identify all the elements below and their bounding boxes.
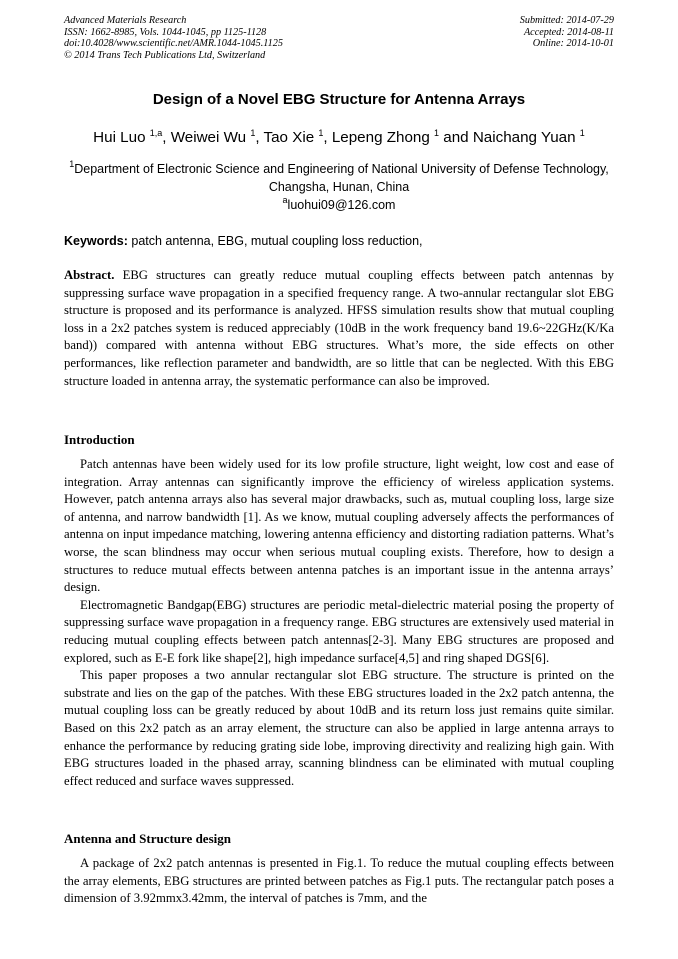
author-list: [0, 129, 678, 146]
email-sup: a: [282, 195, 288, 205]
author-name: Hui Luo: [93, 129, 150, 146]
author-sup: 1: [250, 128, 256, 138]
paragraph: Electromagnetic Bandgap(EBG) structures are periodic metal-dielectric material posing the property of suppressing surface wave propagation in a frequency range. EBG structures are extensively used material in reducing mutual coupling effects between patch antennas[2-3]. Many EBG structures are proposed and explored, such as E-E fork like shape[2], high impedance surface[4,5] and ring shaped DGS[6].: [64, 597, 614, 665]
affiliation-text: Department of Electronic Science and Engineering of National University of Defense Technology,: [74, 162, 609, 176]
author-sup: 1: [579, 128, 585, 138]
antenna-section-heading: Antenna and Structure design: [64, 831, 231, 846]
accepted-date: Accepted: 2014-08-11: [523, 26, 614, 38]
abstract-label: Abstract.: [64, 268, 115, 282]
introduction-body: [64, 456, 614, 790]
keywords-text: patch antenna, EBG, mutual coupling loss reduction,: [127, 234, 423, 248]
journal-info: [64, 15, 283, 61]
email-text: luohui09@126.com: [287, 198, 396, 212]
paragraph: Patch antennas have been widely used for its low profile structure, light weight, low cost and ease of integration. Array antennas can significantly improve the efficiency of wireless application systems. However, patch antenna arrays also has several major drawbacks, such as, mutual coupling loss, large size of antenna, and narrow bandwidth [1]. As we know, mutual coupling adversely affects the performances of antenna on input impedance matching, lowering antenna efficiency and distorting radiation patterns. What’s worse, the scan blindness may occur when serious mutual coupling exists. Therefore, how to design a structures to reduce mutual effects between antenna patches is an important issue in the antenna arrays’ design.: [64, 457, 614, 595]
affiliation-line-2: Changsha, Hunan, China: [268, 180, 410, 194]
author-name: , Tao Xie: [255, 129, 319, 146]
keywords-label: Keywords:: [64, 234, 128, 248]
author-sup: 1: [434, 128, 440, 138]
copyright-line: © 2014 Trans Tech Publications Ltd, Switzerland: [64, 49, 266, 61]
author-name: , Lepeng Zhong: [323, 129, 435, 146]
doi-line: doi:10.4028/www.scientific.net/AMR.1044-1045.1125: [64, 38, 283, 50]
affiliation-sup: 1: [69, 159, 75, 169]
author-name: , Weiwei Wu: [162, 129, 251, 146]
author-sup: 1,a: [149, 128, 163, 138]
journal-name: Advanced Materials Research: [64, 15, 187, 26]
author-name: and Naichang Yuan: [439, 129, 580, 146]
introduction-heading: Introduction: [64, 432, 135, 447]
paragraph: This paper proposes a two annular rectangular slot EBG structure. The structure is printed on the substrate and lies on the gap of the patches. With these EBG structures loaded in the 2x2 patch antenna, the mutual coupling loss can be greatly reduced by about 10dB and its return loss just remains quite similar. Based on this 2x2 patch as an array element, the structure can also be applied in large antenna arrays to enhance the performance by reducing grating side lobe, improving directivity and realizing high gain. With EBG structures loaded in the phased array, scanning blindness can be eliminated with mutual coupling effect reduced and surface waves suppressed.: [64, 668, 614, 788]
paragraph: A package of 2x2 patch antennas is presented in Fig.1. To reduce the mutual coupling effects between the array elements, EBG structures are printed between patches as Fig.1 puts. The rectangular patch poses a dimension of 3.92mmx3.42mm, the interval of patches is 7mm, and the: [64, 856, 614, 906]
issn-line: ISSN: 1662-8985, Vols. 1044-1045, pp 1125-1128: [64, 26, 267, 38]
author-sup: 1: [318, 128, 324, 138]
online-date: Online: 2014-10-01: [532, 38, 614, 50]
keywords: [64, 234, 614, 248]
abstract: [64, 267, 614, 390]
submission-dates: [520, 15, 614, 50]
submitted-date: Submitted: 2014-07-29: [519, 15, 614, 26]
antenna-section-body: [64, 855, 614, 908]
author-email: [0, 196, 678, 214]
affiliation-line-1: [0, 160, 678, 178]
paper-title: Design of a Novel EBG Structure for Antenna Arrays: [152, 91, 526, 108]
abstract-text: EBG structures can greatly reduce mutual coupling effects between patch antennas by suppressing surface wave propagation in a specified frequency range. A two-annular rectangular slot EBG structure is proposed and its performance is analyzed. HFSS simulation results show that mutual coupling loss in a 2x2 patches system is reduced appreciably (10dB in the work frequency band 19.6~22GHz(K/Ka band)) compared with antenna without EBG structures. What’s more, the side effects on other performances, like reflection parameter and bandwidth, are so little that can be neglected. With this EBG structure loaded in antenna array, the systematic performance can also be improved.: [64, 268, 614, 388]
